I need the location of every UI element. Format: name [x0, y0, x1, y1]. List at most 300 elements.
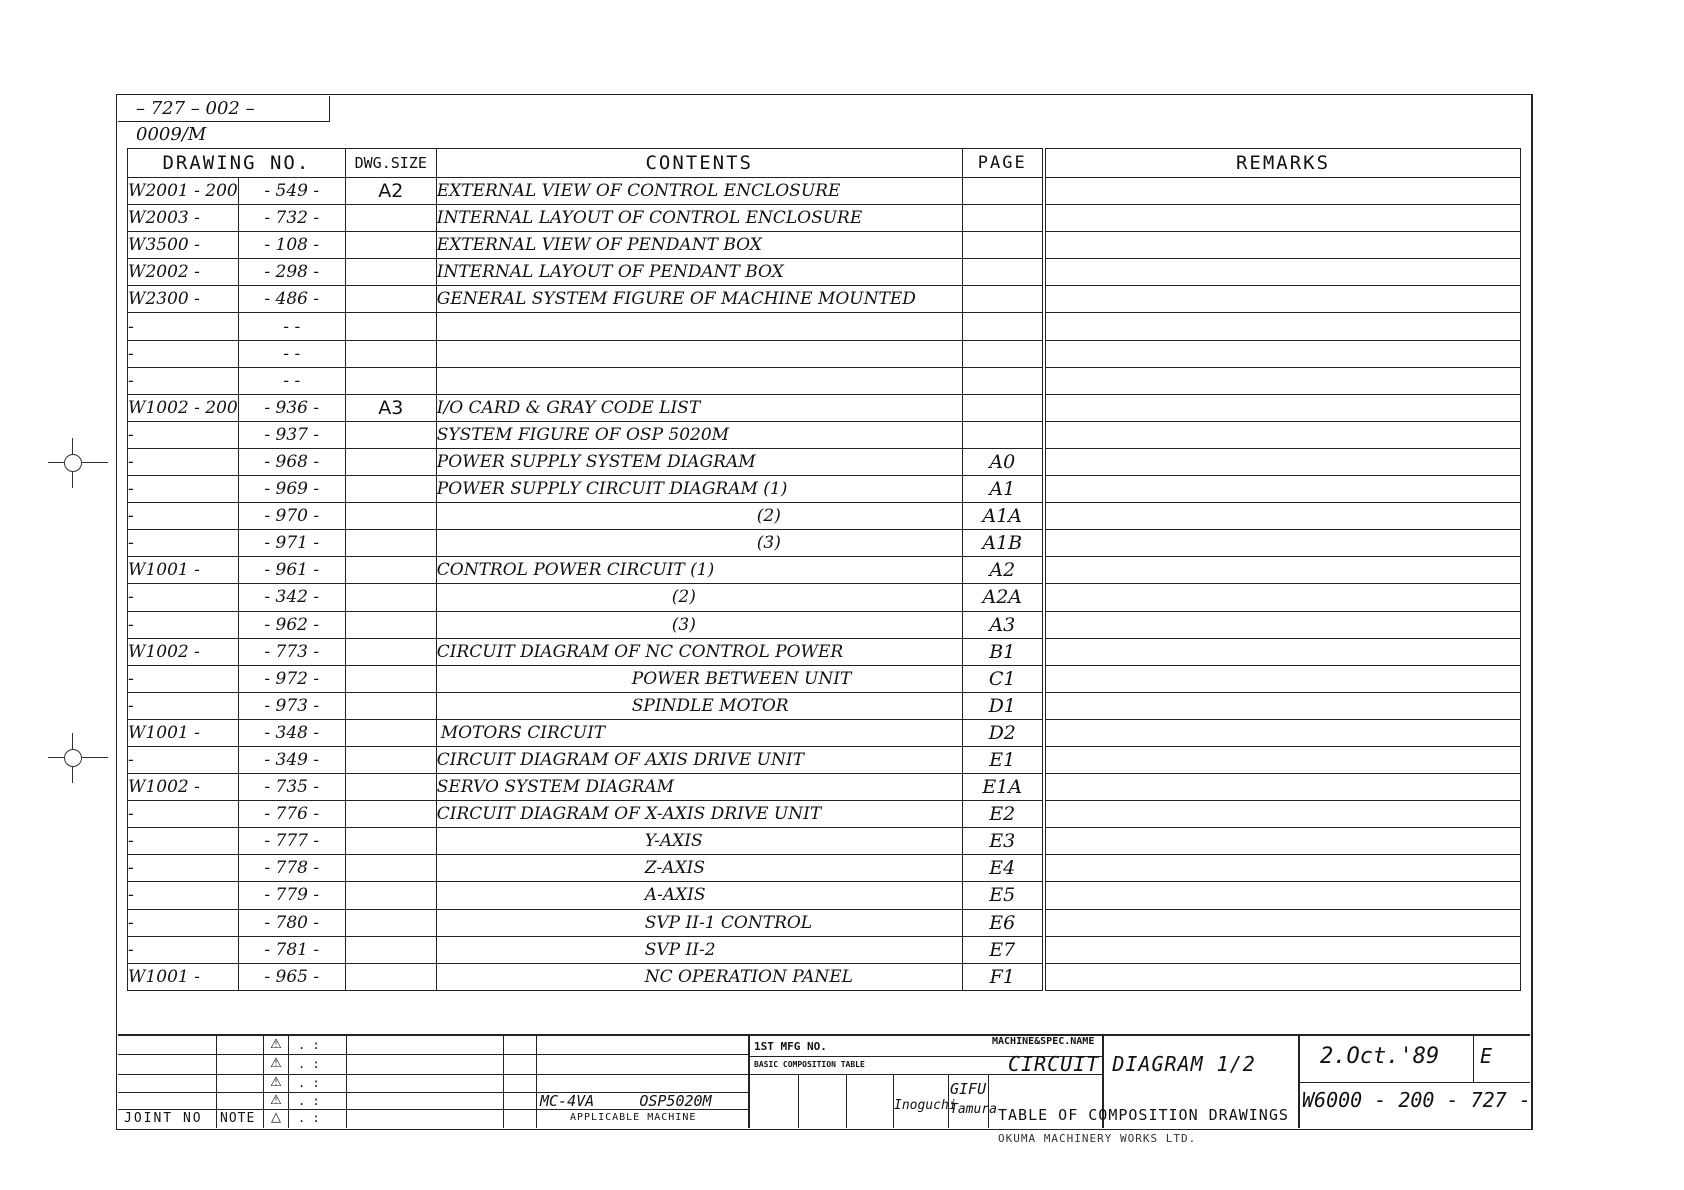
- drawing-number-suffix: - 777 -: [238, 828, 345, 855]
- basic-composition-label: BASIC COMPOSITION TABLE: [754, 1060, 865, 1069]
- page-ref: E1A: [962, 774, 1042, 801]
- page-ref: A3: [962, 611, 1042, 638]
- contents-cell: [436, 205, 962, 232]
- applicable-machine-label: APPLICABLE MACHINE: [570, 1112, 697, 1123]
- page-ref: [962, 232, 1042, 259]
- dwg-size: [345, 476, 436, 503]
- table-row: [128, 692, 1043, 719]
- remarks-cell: [1046, 259, 1521, 286]
- header-drawing-no: DRAWING NO.: [128, 149, 346, 178]
- joint-no-label: JOINT NO: [124, 1111, 203, 1126]
- drawing-number-suffix: - 486 -: [238, 286, 345, 313]
- page-ref: A0: [962, 448, 1042, 475]
- page-ref: [962, 286, 1042, 313]
- page-ref: [962, 178, 1042, 205]
- remarks-row: [1046, 205, 1521, 232]
- remarks-cell: [1046, 584, 1521, 611]
- contents-cell: [436, 448, 962, 475]
- dwg-size: [345, 367, 436, 394]
- contents-cell: [436, 367, 962, 394]
- remarks-table: [1045, 148, 1521, 991]
- contents-text: CIRCUIT DIAGRAM OF NC CONTROL POWER: [436, 641, 844, 662]
- drawing-prefix: W1001 -: [128, 557, 239, 584]
- drawing-prefix: -: [128, 882, 239, 909]
- remarks-cell: [1046, 476, 1521, 503]
- remarks-cell: [1046, 963, 1521, 990]
- drawing-number-suffix: - 781 -: [238, 936, 345, 963]
- drawing-number-suffix: - 108 -: [238, 232, 345, 259]
- contents-text: SYSTEM FIGURE OF OSP 5020M: [436, 424, 730, 445]
- contents-text: POWER SUPPLY CIRCUIT DIAGRAM (1): [436, 479, 788, 500]
- drawing-number-suffix: - 970 -: [238, 503, 345, 530]
- remarks-cell: [1046, 665, 1521, 692]
- contents-text: CIRCUIT DIAGRAM OF X-AXIS DRIVE UNIT: [436, 804, 822, 825]
- drawing-prefix: -: [128, 746, 239, 773]
- header-page: PAGE: [962, 149, 1042, 178]
- page-ref: A1B: [962, 530, 1042, 557]
- applicable-machine-value: MC-4VA OSP5020M: [540, 1092, 712, 1110]
- dwg-size: [345, 259, 436, 286]
- signature-2: Tamura: [950, 1102, 997, 1117]
- drawing-prefix: -: [128, 313, 239, 340]
- drawing-prefix: W1002 -: [128, 774, 239, 801]
- drawing-prefix: -: [128, 367, 239, 394]
- contents-cell: [436, 774, 962, 801]
- table-row: [128, 259, 1043, 286]
- contents-cell: [436, 476, 962, 503]
- page-ref: [962, 340, 1042, 367]
- machine-spec-label: MACHINE&SPEC.NAME: [992, 1036, 1095, 1047]
- page-ref: [962, 259, 1042, 286]
- table-row: [128, 936, 1043, 963]
- remarks-cell: [1046, 855, 1521, 882]
- contents-text: (2): [756, 506, 781, 527]
- drawing-prefix: -: [128, 503, 239, 530]
- drawing-prefix: W2300 -: [128, 286, 239, 313]
- remarks-row: [1046, 394, 1521, 421]
- table-row: [128, 719, 1043, 746]
- table-row: [128, 503, 1043, 530]
- note-label: NOTE: [220, 1111, 256, 1126]
- drawing-number-suffix: - 298 -: [238, 259, 345, 286]
- page-ref: E4: [962, 855, 1042, 882]
- contents-cell: [436, 828, 962, 855]
- drawing-prefix: -: [128, 584, 239, 611]
- drawing-prefix: -: [128, 421, 239, 448]
- remarks-row: [1046, 476, 1521, 503]
- company-name: OKUMA MACHINERY WORKS LTD.: [998, 1132, 1197, 1145]
- remarks-cell: [1046, 692, 1521, 719]
- contents-text: (3): [671, 614, 696, 635]
- remarks-cell: [1046, 530, 1521, 557]
- contents-cell: [436, 584, 962, 611]
- remarks-row: [1046, 286, 1521, 313]
- table-row: [128, 584, 1043, 611]
- contents-text: EXTERNAL VIEW OF PENDANT BOX: [436, 235, 762, 256]
- contents-cell: [436, 963, 962, 990]
- drawing-prefix: W2002 -: [128, 259, 239, 286]
- remarks-row: [1046, 801, 1521, 828]
- remarks-cell: [1046, 882, 1521, 909]
- contents-cell: [436, 232, 962, 259]
- table-row: [128, 421, 1043, 448]
- contents-cell: [436, 801, 962, 828]
- remarks-row: [1046, 882, 1521, 909]
- drawing-number-suffix: - 778 -: [238, 855, 345, 882]
- contents-cell: [436, 665, 962, 692]
- table-row: [128, 476, 1043, 503]
- table-row: [128, 367, 1043, 394]
- dwg-size: [345, 530, 436, 557]
- page-ref: B1: [962, 638, 1042, 665]
- page-ref: [962, 313, 1042, 340]
- table-row: [128, 178, 1043, 205]
- remarks-row: [1046, 557, 1521, 584]
- drawing-prefix: W1002 - 200: [128, 394, 239, 421]
- revision-triangle-icon: ⚠: [270, 1075, 282, 1090]
- contents-text: Z-AXIS: [644, 858, 706, 879]
- revision-triangle-icon: ⚠: [270, 1093, 282, 1108]
- remarks-cell: [1046, 286, 1521, 313]
- contents-text: SERVO SYSTEM DIAGRAM: [436, 777, 675, 798]
- remarks-row: [1046, 746, 1521, 773]
- table-row: [128, 394, 1043, 421]
- drawing-number-suffix: - -: [238, 367, 345, 394]
- remarks-cell: [1046, 719, 1521, 746]
- drawing-number-suffix: - 961 -: [238, 557, 345, 584]
- contents-cell: [436, 503, 962, 530]
- contents-cell: [436, 313, 962, 340]
- contents-cell: [436, 259, 962, 286]
- contents-text: SVP II-1 CONTROL: [644, 912, 813, 933]
- drawing-prefix: -: [128, 530, 239, 557]
- remarks-cell: [1046, 611, 1521, 638]
- reference-number: – 727 – 002 – 0009/M: [118, 96, 330, 122]
- table-row: [128, 313, 1043, 340]
- page-ref: A2: [962, 557, 1042, 584]
- drawing-number-suffix: - -: [238, 340, 345, 367]
- dwg-size: [345, 503, 436, 530]
- remarks-row: [1046, 963, 1521, 990]
- contents-text: MOTORS CIRCUIT: [440, 722, 606, 743]
- dwg-size: [345, 909, 436, 936]
- contents-cell: [436, 421, 962, 448]
- dwg-size: [345, 286, 436, 313]
- remarks-row: [1046, 611, 1521, 638]
- revision-triangle-icon: ⚠: [270, 1056, 282, 1071]
- remarks-row: [1046, 503, 1521, 530]
- dwg-size: A3: [345, 394, 436, 421]
- dwg-size: [345, 557, 436, 584]
- drawing-prefix: -: [128, 448, 239, 475]
- remarks-row: [1046, 936, 1521, 963]
- drawing-number-suffix: - 549 -: [238, 178, 345, 205]
- contents-cell: [436, 692, 962, 719]
- contents-cell: [436, 530, 962, 557]
- table-row: [128, 909, 1043, 936]
- location: GIFU: [950, 1080, 987, 1098]
- drawing-number-suffix: - 937 -: [238, 421, 345, 448]
- dwg-size: [345, 421, 436, 448]
- table-header-row: [128, 149, 1043, 178]
- table-row: [128, 963, 1043, 990]
- drawing-prefix: -: [128, 340, 239, 367]
- table-row: [128, 340, 1043, 367]
- page-ref: A2A: [962, 584, 1042, 611]
- remarks-cell: [1046, 178, 1521, 205]
- drawing-number-suffix: - 780 -: [238, 909, 345, 936]
- dwg-size: [345, 828, 436, 855]
- drawing-prefix: -: [128, 611, 239, 638]
- drawing-prefix: W1002 -: [128, 638, 239, 665]
- page-ref: F1: [962, 963, 1042, 990]
- remarks-row: [1046, 719, 1521, 746]
- table-row: [128, 638, 1043, 665]
- page-ref: E7: [962, 936, 1042, 963]
- remarks-row: [1046, 909, 1521, 936]
- remarks-row: [1046, 232, 1521, 259]
- remarks-cell: [1046, 232, 1521, 259]
- title-block: ⚠ ⚠ ⚠ ⚠ △ . : . : . : . : . : JOINT NO NOTE MC-4VA OSP5020M APPLICABLE MACHINE 1ST MFG NO. BASIC COMPOSITION TABLE Inoguchi GIFU Tamura MACHINE&SPEC.NAME CIRCUIT DIAGRAM 1/2 TABLE OF COMPOSITION DRAWINGS 2.Oct.'89 E W6000 - 200 - 727 -: [118, 1034, 1530, 1128]
- dwg-size: [345, 232, 436, 259]
- contents-text: NC OPERATION PANEL: [644, 966, 853, 987]
- drawing-prefix: W1001 -: [128, 719, 239, 746]
- remarks-cell: [1046, 828, 1521, 855]
- contents-cell: [436, 936, 962, 963]
- contents-text: A-AXIS: [644, 885, 706, 906]
- drawing-number-suffix: - 973 -: [238, 692, 345, 719]
- drawing-number-suffix: - 779 -: [238, 882, 345, 909]
- header-dwg-size: DWG.SIZE: [345, 149, 436, 178]
- drawing-number-suffix: - 735 -: [238, 774, 345, 801]
- contents-text: POWER SUPPLY SYSTEM DIAGRAM: [436, 451, 756, 472]
- drawing-prefix: -: [128, 828, 239, 855]
- contents-cell: [436, 340, 962, 367]
- contents-cell: [436, 855, 962, 882]
- contents-text: (2): [671, 587, 696, 608]
- remarks-cell: [1046, 638, 1521, 665]
- contents-text: POWER BETWEEN UNIT: [631, 668, 852, 689]
- drawing-prefix: -: [128, 692, 239, 719]
- remarks-row: [1046, 828, 1521, 855]
- contents-text: INTERNAL LAYOUT OF PENDANT BOX: [436, 262, 784, 283]
- table-row: [128, 557, 1043, 584]
- dwg-size: [345, 448, 436, 475]
- table-row: [128, 828, 1043, 855]
- drawing-number-suffix: - 972 -: [238, 665, 345, 692]
- dwg-size: [345, 692, 436, 719]
- drawing-number-suffix: - 776 -: [238, 801, 345, 828]
- dwg-size: [345, 855, 436, 882]
- remarks-row: [1046, 638, 1521, 665]
- drawing-number-suffix: - 773 -: [238, 638, 345, 665]
- registration-mark-crosshair-icon: [48, 438, 98, 488]
- revision-triangle-icon: △: [271, 1110, 281, 1125]
- remarks-row: [1046, 774, 1521, 801]
- dwg-size: [345, 313, 436, 340]
- dwg-size: [345, 205, 436, 232]
- contents-cell: [436, 394, 962, 421]
- contents-cell: [436, 557, 962, 584]
- remarks-row: [1046, 530, 1521, 557]
- remarks-cell: [1046, 503, 1521, 530]
- remarks-cell: [1046, 909, 1521, 936]
- contents-text: SPINDLE MOTOR: [631, 695, 789, 716]
- drawing-prefix: -: [128, 855, 239, 882]
- dwg-size: [345, 936, 436, 963]
- dwg-size: [345, 963, 436, 990]
- drawing-prefix: W2003 -: [128, 205, 239, 232]
- drawing-prefix: W3500 -: [128, 232, 239, 259]
- remarks-row: [1046, 692, 1521, 719]
- remarks-cell: [1046, 801, 1521, 828]
- drawing-number-suffix: - 968 -: [238, 448, 345, 475]
- sheet-title: TABLE OF COMPOSITION DRAWINGS: [998, 1106, 1289, 1124]
- remarks-cell: [1046, 448, 1521, 475]
- remarks-cell: [1046, 367, 1521, 394]
- contents-cell: [436, 178, 962, 205]
- remarks-row: [1046, 448, 1521, 475]
- drawing-prefix: W1001 -: [128, 963, 239, 990]
- contents-cell: [436, 286, 962, 313]
- drawing-number-suffix: - -: [238, 313, 345, 340]
- contents-text: (3): [756, 533, 781, 554]
- dwg-size: [345, 774, 436, 801]
- dwg-size: [345, 719, 436, 746]
- remarks-cell: [1046, 557, 1521, 584]
- remarks-row: [1046, 665, 1521, 692]
- contents-cell: [436, 882, 962, 909]
- contents-text: Y-AXIS: [644, 831, 703, 852]
- table-row: [128, 205, 1043, 232]
- revision-triangle-icon: ⚠: [270, 1037, 282, 1052]
- page-ref: A1A: [962, 503, 1042, 530]
- page-ref: D2: [962, 719, 1042, 746]
- table-row: [128, 232, 1043, 259]
- contents-cell: [436, 611, 962, 638]
- remarks-row: [1046, 313, 1521, 340]
- table-row: [128, 448, 1043, 475]
- dwg-size: [345, 746, 436, 773]
- table-row: [128, 801, 1043, 828]
- remarks-row: [1046, 178, 1521, 205]
- remarks-row: [1046, 259, 1521, 286]
- header-contents: CONTENTS: [436, 149, 962, 178]
- drawing-number-suffix: - 971 -: [238, 530, 345, 557]
- revision: E: [1480, 1044, 1493, 1068]
- contents-cell: [436, 638, 962, 665]
- page-ref: E3: [962, 828, 1042, 855]
- drawing-number-suffix: - 349 -: [238, 746, 345, 773]
- remarks-cell: [1046, 774, 1521, 801]
- dwg-size: [345, 665, 436, 692]
- contents-text: CONTROL POWER CIRCUIT (1): [436, 560, 715, 581]
- remarks-cell: [1046, 746, 1521, 773]
- drawing-number-suffix: - 969 -: [238, 476, 345, 503]
- table-row: [128, 746, 1043, 773]
- dwg-size: [345, 584, 436, 611]
- machine-spec-name: CIRCUIT DIAGRAM 1/2: [1008, 1052, 1256, 1076]
- page-ref: [962, 394, 1042, 421]
- table-row: [128, 882, 1043, 909]
- drawing-number-suffix: - 348 -: [238, 719, 345, 746]
- drawing-prefix: -: [128, 476, 239, 503]
- drawing-number-suffix: - 936 -: [238, 394, 345, 421]
- remarks-row: [1046, 855, 1521, 882]
- dwg-size: A2: [345, 178, 436, 205]
- drawing-number: W6000 - 200 - 727 -: [1302, 1088, 1531, 1112]
- signature: Inoguchi: [894, 1098, 957, 1113]
- page-ref: E2: [962, 801, 1042, 828]
- contents-text: INTERNAL LAYOUT OF CONTROL ENCLOSURE: [436, 208, 863, 229]
- contents-text: I/O CARD & GRAY CODE LIST: [436, 397, 701, 418]
- contents-cell: [436, 719, 962, 746]
- table-row: [128, 774, 1043, 801]
- composition-table: [127, 148, 1043, 991]
- dwg-size: [345, 340, 436, 367]
- remarks-cell: [1046, 421, 1521, 448]
- table-row: [128, 855, 1043, 882]
- remarks-cell: [1046, 936, 1521, 963]
- dwg-size: [345, 638, 436, 665]
- contents-text: SVP II-2: [644, 939, 716, 960]
- page-ref: D1: [962, 692, 1042, 719]
- dwg-size: [345, 801, 436, 828]
- drawing-prefix: W2001 - 200: [128, 178, 239, 205]
- table-row: [128, 530, 1043, 557]
- contents-cell: [436, 746, 962, 773]
- page-ref: [962, 421, 1042, 448]
- header-remarks: REMARKS: [1046, 149, 1521, 178]
- remarks-row: [1046, 584, 1521, 611]
- page-ref: E5: [962, 882, 1042, 909]
- remarks-row: [1046, 367, 1521, 394]
- page-ref: C1: [962, 665, 1042, 692]
- first-mfg-no-label: 1ST MFG NO.: [754, 1040, 827, 1053]
- contents-cell: [436, 909, 962, 936]
- table-row: [128, 286, 1043, 313]
- remarks-cell: [1046, 340, 1521, 367]
- contents-text: EXTERNAL VIEW OF CONTROL ENCLOSURE: [436, 181, 841, 202]
- page-ref: [962, 205, 1042, 232]
- remarks-cell: [1046, 394, 1521, 421]
- drawing-number-suffix: - 732 -: [238, 205, 345, 232]
- remarks-cell: [1046, 205, 1521, 232]
- page-ref: A1: [962, 476, 1042, 503]
- table-row: [128, 611, 1043, 638]
- remarks-row: [1046, 421, 1521, 448]
- page-ref: E6: [962, 909, 1042, 936]
- page-ref: E1: [962, 746, 1042, 773]
- date: 2.Oct.'89: [1320, 1044, 1440, 1069]
- contents-text: GENERAL SYSTEM FIGURE OF MACHINE MOUNTED: [436, 289, 916, 310]
- drawing-prefix: -: [128, 909, 239, 936]
- drawing-prefix: -: [128, 665, 239, 692]
- drawing-number-suffix: - 962 -: [238, 611, 345, 638]
- drawing-prefix: -: [128, 936, 239, 963]
- dwg-size: [345, 611, 436, 638]
- remarks-cell: [1046, 313, 1521, 340]
- registration-mark-crosshair-icon: [48, 733, 98, 783]
- drawing-number-suffix: - 965 -: [238, 963, 345, 990]
- drawing-prefix: -: [128, 801, 239, 828]
- drawing-number-suffix: - 342 -: [238, 584, 345, 611]
- dwg-size: [345, 882, 436, 909]
- remarks-row: [1046, 340, 1521, 367]
- contents-text: CIRCUIT DIAGRAM OF AXIS DRIVE UNIT: [436, 750, 804, 771]
- page-ref: [962, 367, 1042, 394]
- table-row: [128, 665, 1043, 692]
